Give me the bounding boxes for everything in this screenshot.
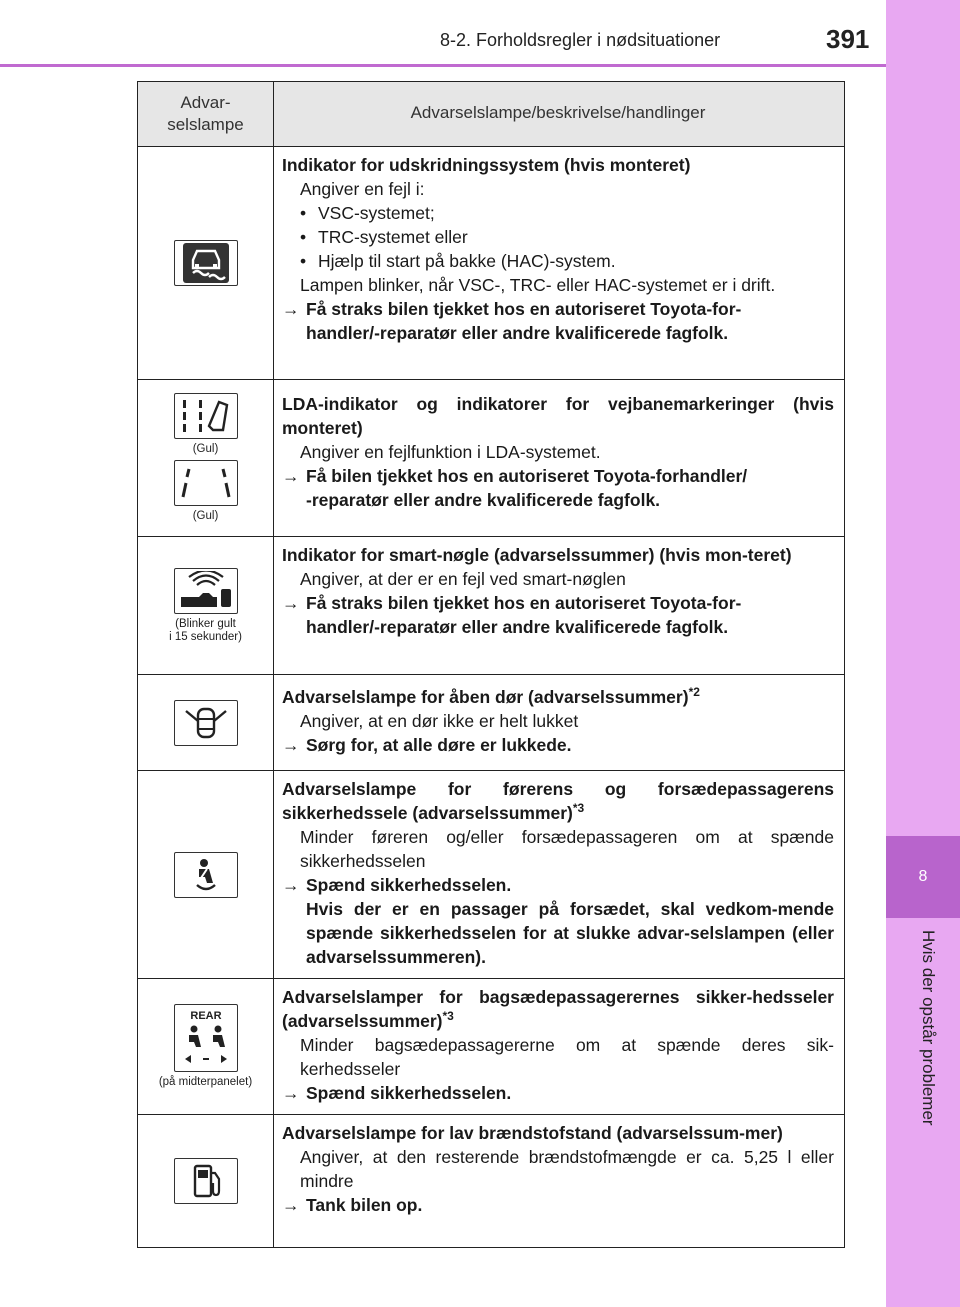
column-header-description: Advarselslampe/beskrivelse/handlinger — [410, 103, 706, 122]
arrow-icon: → — [282, 1083, 300, 1103]
list-item: • VSC-systemet; — [300, 203, 435, 223]
section-title: 8-2. Forholdsregler i nødsituationer — [440, 30, 721, 50]
table-row: REAR (på midterpanelet) Advarselslamper for bagsædepassagerernes sikker-hedsseler (advarselssummer)$^{*3}$ Minder bagsædepassagererne om at spænde deres sik-kerhedsseler → Spænd sikkerhedsselen. — [138, 978, 844, 1114]
table-row: Advarselslampe for åben dør (advarselssummer)$^{*2}$ Angiver, at en dør ikke er helt lukket → Sørg for, at alle døre er lukkede. — [138, 674, 844, 770]
header-divider — [0, 64, 886, 67]
lane-marking-icon — [174, 460, 238, 506]
table-row: (Gul) (Gul) LDA-indikator og indikatorer for vejbanemarkeringer (hvis monteret) Angiver en fejlfunktion i LDA-systemet. → Få bilen tjekket hos en autoriseret Toyota-forhandler/ -reparatør eller andre kvalificerede fagfolk. — [138, 379, 844, 536]
column-header-lamp: Advar- selslampe — [138, 82, 274, 146]
arrow-icon: → — [282, 875, 300, 895]
page-number: 391 — [826, 24, 870, 54]
arrow-icon: → — [282, 1195, 300, 1215]
arrow-icon: → — [282, 735, 300, 755]
page-header — [0, 0, 886, 66]
arrow-icon: → — [282, 593, 300, 613]
table-row: (Blinker gult i 15 sekunder) Indikator for smart-nøgle (advarselssummer) (hvis mon-teret) Angiver, at der er en fejl ved smart-nøglen → Få straks bilen tjekket hos en autoriseret Toyota-for- handler/-reparatør eller andre kvalificerede fagfolk. — [138, 536, 844, 674]
door-open-icon — [174, 700, 238, 746]
skid-car-icon — [174, 240, 238, 286]
lane-departure-icon — [174, 393, 238, 439]
rear-seatbelt-icon — [174, 1004, 238, 1072]
table-row: Advarselslampe for lav brændstofstand (advarselssum-mer) Angiver, at den resterende brændstofmængde er ca. 5,25 l eller mindre → Tank bilen op. — [138, 1114, 844, 1247]
warning-lights-table — [137, 81, 845, 1248]
table-row: Indikator for udskridningssystem (hvis monteret) Angiver en fejl i: • VSC-systemet; • TRC-systemet eller • Hjælp til start på bakke (HAC)-system. Lampen blinker, når VSC-, TRC- eller HAC-systemet er i drift. → Få straks bilen tjekket hos en autoriseret Toyota-for- handler/-reparatør eller andre kvalificerede fagfolk. — [138, 146, 844, 379]
list-item: • Hjælp til start på bakke (HAC)-system. — [300, 251, 616, 271]
smart-key-icon — [174, 568, 238, 614]
seatbelt-icon — [174, 852, 238, 898]
svg-text:REAR: REAR — [189, 1010, 222, 1022]
arrow-icon: → — [282, 466, 300, 486]
chapter-label: Hvis der opstår problemer — [919, 930, 938, 1126]
table-header-row — [138, 82, 844, 146]
arrow-icon: → — [282, 299, 300, 319]
table-row: Advarselslampe for førerens og forsædepassagerens sikkerhedssele (advarselssummer)$^{*3}$ Minder føreren og/eller forsædepassageren om at spænde sikkerhedsselen → Spænd sikkerhedsselen. Hvis der er en passager på forsædet, skal vedkom-mende spænde sikkerhedsselen for at slukke advar-selslampen (eller advarselssummeren). — [138, 770, 844, 978]
fuel-pump-icon — [174, 1158, 238, 1204]
list-item: • TRC-systemet eller — [300, 227, 468, 247]
chapter-number: 8 — [886, 836, 960, 918]
